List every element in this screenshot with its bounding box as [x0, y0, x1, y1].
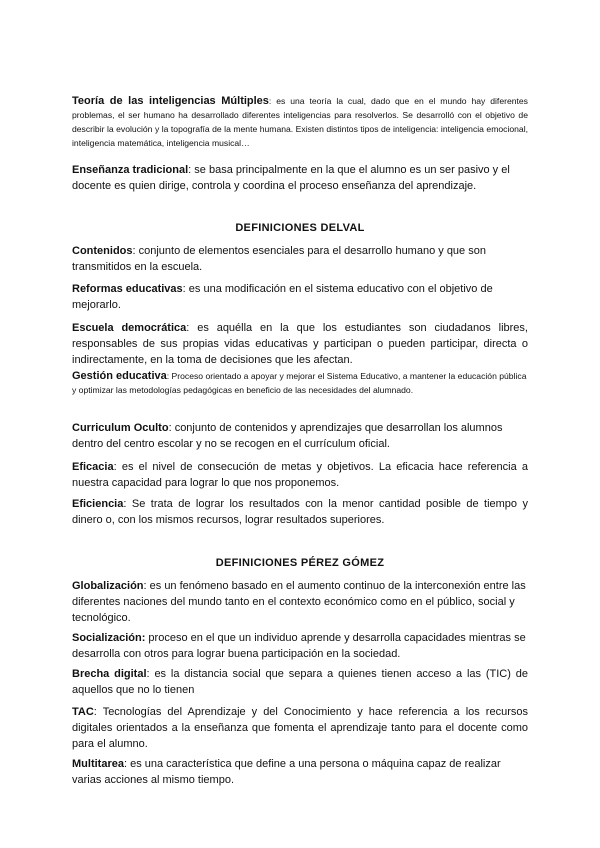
definition-term: Eficiencia: [72, 498, 124, 510]
definition-tac: [72, 704, 528, 752]
definition-inteligencias-multiples: [72, 94, 528, 150]
definition-ensenanza-tradicional: [72, 162, 528, 194]
definition-text: conjunto de elementos esenciales para el desarrollo humano y que son transmitidos en la escuela.: [72, 245, 486, 273]
definition-text: Se trata de lograr los resultados con la menor cantidad posible de tiempo y dinero o, con los mismos recursos, lograr resultados superiores.: [72, 498, 528, 526]
definition-term: Socialización:: [72, 632, 146, 644]
definition-separator: :: [93, 706, 103, 718]
definition-gestion-educativa: [72, 369, 528, 397]
definition-separator: :: [166, 371, 172, 381]
definition-text: es una teoría la cual, dado que en el mundo hay diferentes problemas, el ser humano ha desarrollado diferentes inteligencias para resolverlos. Se desarrolló con el objetivo de describir la evolución y la topografía de la mente humana. Existen distintos tipos de inteligencia: inteligencia emocional, inteligencia matemática, inteligencia musical…: [72, 96, 528, 148]
definition-separator: :: [168, 422, 175, 434]
section-heading-perez-gomez: DEFINICIONES PÉREZ GÓMEZ: [215, 557, 385, 569]
definition-reformas-educativas: [72, 281, 528, 313]
definition-text: se basa principalmente en la que el alumno es un ser pasivo y el docente es quien dirige, controla y coordina el proceso enseñanza del aprendizaje.: [72, 164, 510, 192]
definition-curriculum-oculto: [72, 420, 528, 452]
definition-separator: :: [146, 668, 155, 680]
definition-term: TAC: [72, 706, 94, 718]
section-heading-delval: DEFINICIONES DELVAL: [235, 222, 365, 234]
definition-eficiencia: [72, 496, 528, 528]
definition-escuela-democratica: [72, 320, 528, 368]
definition-text: es el nivel de consecución de metas y objetivos. La eficacia hace referencia a nuestra capacidad para lograr lo que nos proponemos.: [72, 461, 528, 489]
definition-term: Contenidos: [72, 245, 133, 257]
definition-contenidos: [72, 243, 528, 275]
definition-term: Curriculum Oculto: [72, 422, 169, 434]
definition-term: Brecha digital: [72, 668, 147, 680]
definition-separator: :: [188, 164, 195, 176]
definition-separator: :: [123, 758, 131, 770]
definition-multitarea: [72, 756, 528, 788]
definition-text: Proceso orientado a apoyar y mejorar el Sistema Educativo, a mantener la educación pública y optimizar las metodologías pedagógicas en beneficio de las necesidades del alumnado.: [72, 371, 527, 395]
definition-text: es la distancia social que separa a quienes tienen acceso a las (TIC) de aquellos que no lo tienen: [72, 668, 528, 696]
definition-text: es una característica que define a una persona o máquina capaz de realizar varias acciones al mismo tiempo.: [72, 758, 501, 786]
definition-term: Eficacia: [72, 461, 114, 473]
definition-separator: :: [113, 461, 122, 473]
definition-term: Teoría de las inteligencias Múltiples: [72, 95, 269, 107]
definition-term: Reformas educativas: [72, 283, 183, 295]
definition-term: Gestión educativa: [72, 370, 167, 382]
definition-socializacion: [72, 630, 528, 662]
definition-eficacia: [72, 459, 528, 491]
definition-text: Tecnologías del Aprendizaje y del Conocimiento y hace referencia a los recursos digitales orientados a la enseñanza que fomenta el aprendizaje tanto para el docente como para el alumno.: [72, 706, 528, 750]
definition-separator: :: [143, 580, 150, 592]
definition-text: conjunto de contenidos y aprendizajes que desarrollan los alumnos dentro del centro escolar y no se recogen en el currículum oficial.: [72, 422, 503, 450]
definition-separator: :: [182, 283, 189, 295]
definition-separator: :: [186, 322, 198, 334]
definition-brecha-digital: [72, 666, 528, 698]
definition-term: Globalización: [72, 580, 144, 592]
definition-text: es una modificación en el sistema educativo con el objetivo de mejorarlo.: [72, 283, 493, 311]
definition-text: es aquélla en la que los estudiantes son ciudadanos libres, responsables de sus propias vidas educativas y participan o pueden participar, directa o indirectamente, en la toma de decisiones que les afectan.: [72, 322, 528, 366]
definition-term: Enseñanza tradicional: [72, 164, 189, 176]
definition-text: proceso en el que un individuo aprende y desarrolla capacidades mientras se desarrolla con otros para lograr buena participación en la sociedad.: [72, 632, 526, 660]
definition-separator: :: [268, 96, 277, 106]
definition-separator: :: [123, 498, 132, 510]
definition-term: Escuela democrática: [72, 322, 187, 334]
definition-separator: :: [132, 245, 139, 257]
definition-term: Multitarea: [72, 758, 124, 770]
definition-globalizacion: [72, 578, 528, 626]
definition-text: es un fenómeno basado en el aumento continuo de la interconexión entre las diferentes naciones del mundo tanto en el contexto económico como en el público, social y tecnológico.: [72, 580, 526, 624]
